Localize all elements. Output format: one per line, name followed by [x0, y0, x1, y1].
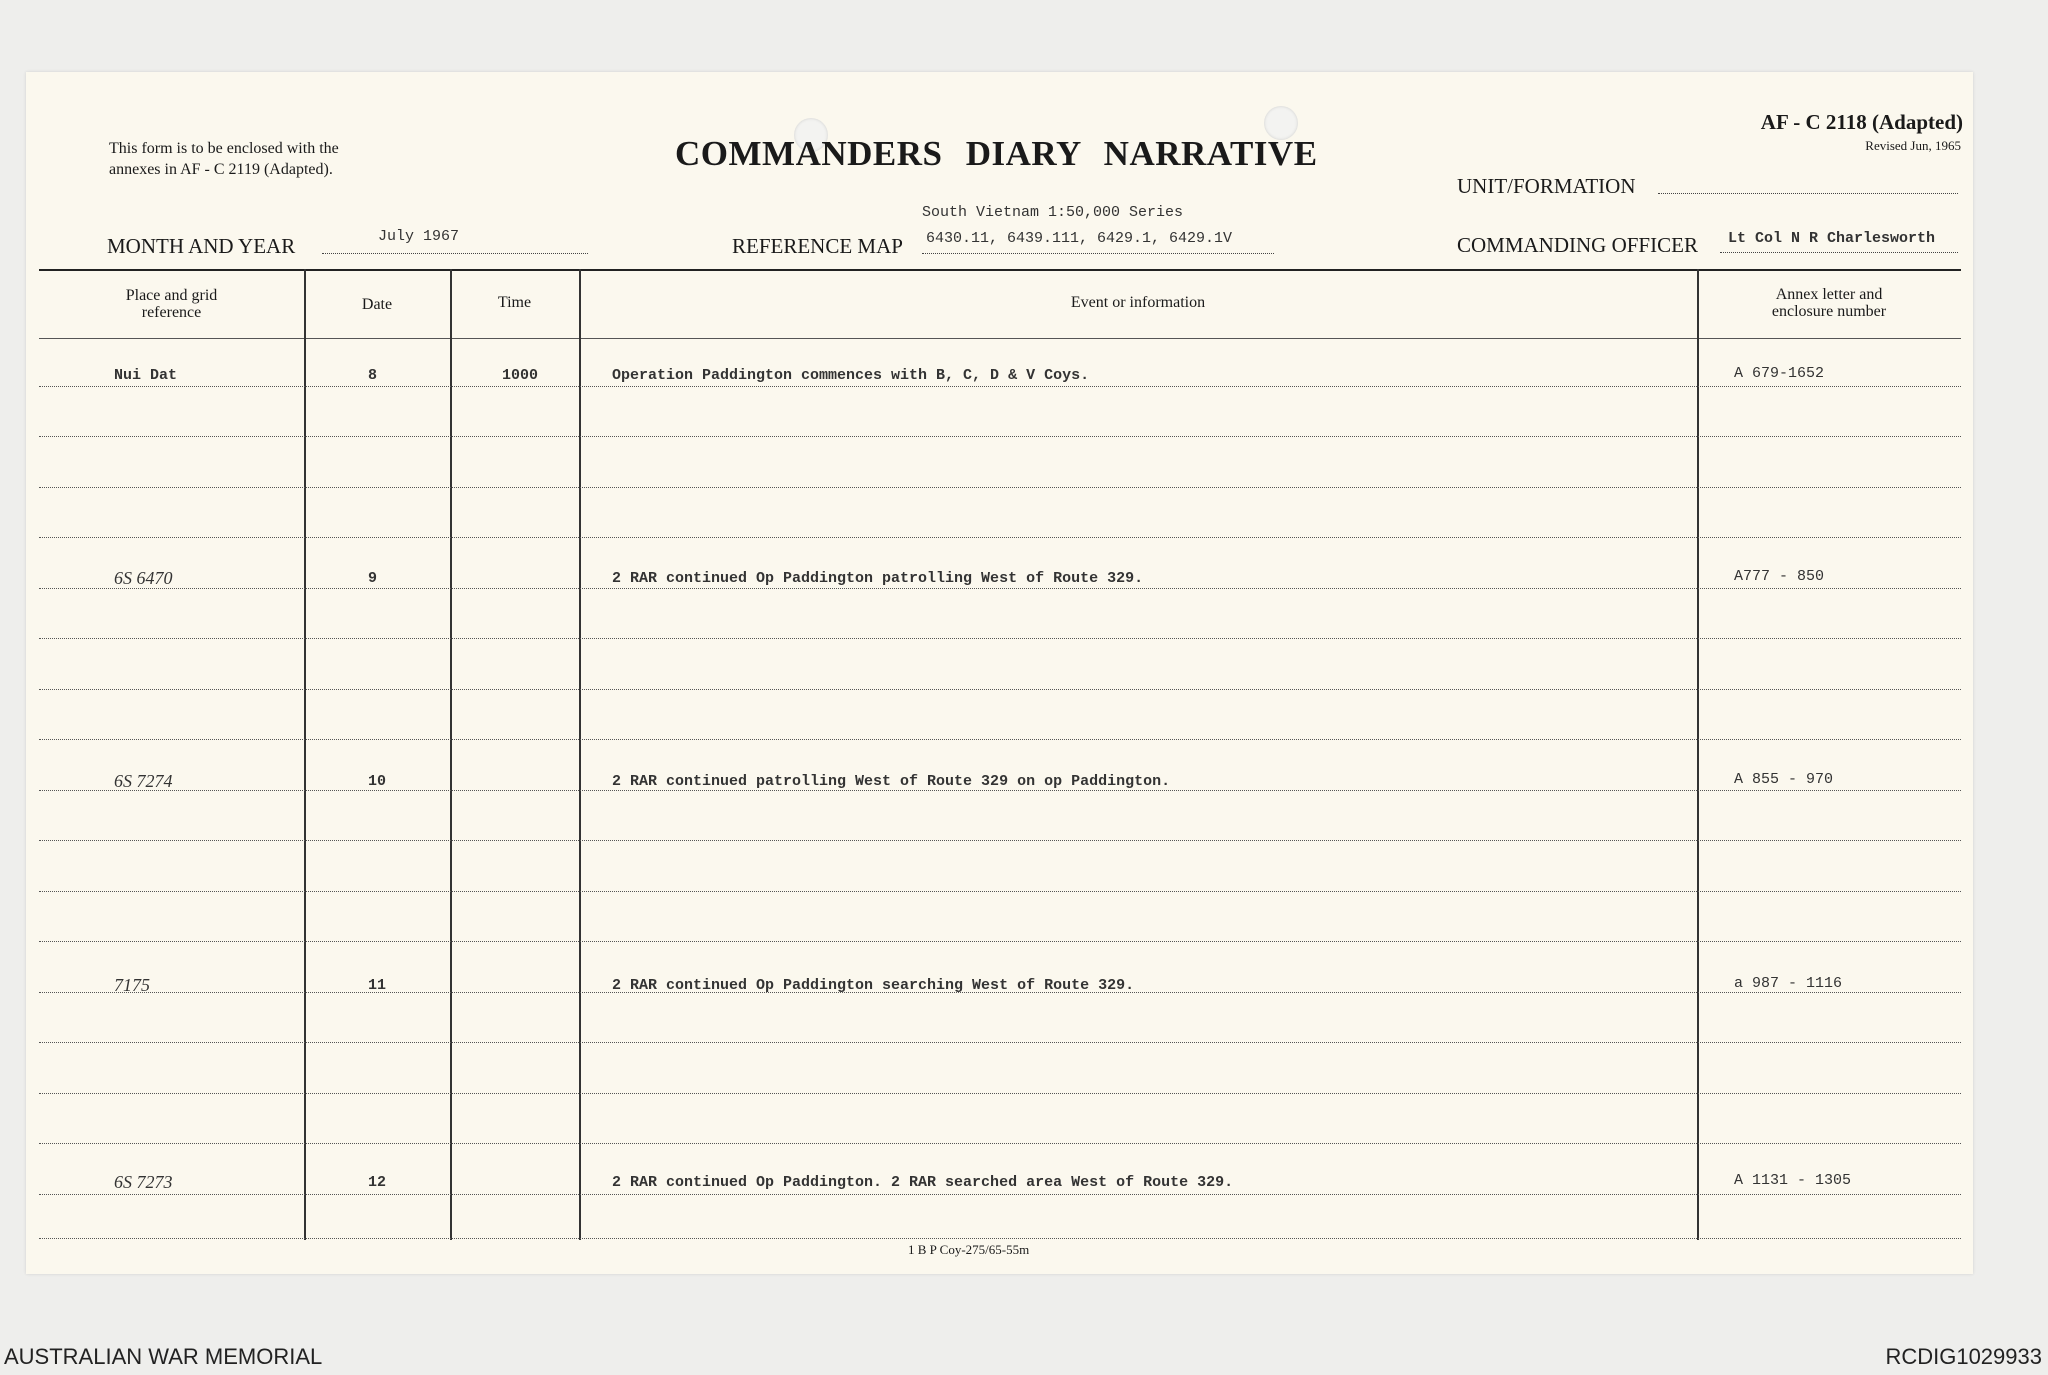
table-header-rule [39, 338, 1961, 339]
form-title: COMMANDERS DIARY NARRATIVE [675, 134, 1318, 173]
entry-event: 2 RAR continued patrolling West of Route 329 on op Paddington. [612, 773, 1171, 790]
form-revised: Revised Jun, 1965 [1865, 138, 1961, 153]
column-divider-place [304, 269, 306, 1240]
entry-place: 6S 6470 [114, 568, 173, 588]
commanding-officer-value: Lt Col N R Charlesworth [1728, 230, 1936, 247]
entry-annex: A 1131 - 1305 [1734, 1172, 1852, 1189]
month-year-field [322, 253, 588, 254]
watermark-left: AUSTRALIAN WAR MEMORIAL [4, 1344, 323, 1369]
column-header-annex [1697, 286, 1961, 320]
ruled-line [39, 941, 1961, 942]
entry-event: 2 RAR continued Op Paddington patrolling West of Route 329. [612, 570, 1144, 587]
entry-time: 1000 [502, 367, 539, 384]
column-header-place [39, 287, 304, 321]
form-note-line2: annexes in AF - C 2119 (Adapted). [109, 161, 333, 178]
entry-date: 11 [368, 977, 387, 994]
ruled-line [39, 790, 1961, 791]
ruled-line [39, 891, 1961, 892]
column-header-place-line1: Place and grid [125, 287, 218, 304]
column-divider-event [1697, 269, 1699, 1240]
table-top-rule [39, 269, 1961, 271]
unit-formation-label: UNIT/FORMATION [1457, 174, 1636, 198]
column-header-annex-line1: Annex letter and [1775, 286, 1883, 303]
map-series: South Vietnam 1:50,000 Series [922, 204, 1184, 221]
ruled-line [39, 638, 1961, 639]
entry-annex: A 679-1652 [1734, 365, 1825, 382]
entry-event: 2 RAR continued Op Paddington. 2 RAR searched area West of Route 329. [612, 1174, 1234, 1191]
unit-formation-field [1658, 193, 1958, 194]
reference-map-label: REFERENCE MAP [732, 234, 903, 258]
ruled-line [39, 588, 1961, 589]
ruled-line [39, 1093, 1961, 1094]
commanding-officer-field [1720, 252, 1958, 253]
printer-imprint: 1 B P Coy-275/65-55m [908, 1242, 1030, 1257]
ruled-line [39, 386, 1961, 387]
column-header-event: Event or information [1070, 294, 1206, 311]
entry-annex: a 987 - 1116 [1734, 975, 1843, 992]
diary-form-sheet [26, 72, 1973, 1274]
ruled-line [39, 1238, 1961, 1239]
entry-event: 2 RAR continued Op Paddington searching West of Route 329. [612, 977, 1135, 994]
form-note [109, 138, 339, 180]
column-header-date: Date [361, 296, 393, 313]
reference-map-value: 6430.11, 6439.111, 6429.1, 6429.1V [926, 230, 1233, 247]
commanding-officer-label: COMMANDING OFFICER [1457, 233, 1698, 257]
ruled-line [39, 537, 1961, 538]
ruled-line [39, 689, 1961, 690]
form-note-line1: This form is to be enclosed with the [109, 140, 339, 157]
month-year-label: MONTH AND YEAR [107, 234, 296, 258]
entry-place: Nui Dat [114, 367, 178, 384]
entry-date: 9 [368, 570, 378, 587]
ruled-line [39, 840, 1961, 841]
ruled-line [39, 1194, 1961, 1195]
entry-date: 12 [368, 1174, 387, 1191]
column-divider-time [579, 269, 581, 1240]
column-header-time: Time [497, 294, 532, 311]
entry-annex: A777 - 850 [1734, 568, 1825, 585]
form-code: AF - C 2118 (Adapted) [1760, 110, 1963, 134]
column-header-annex-line2: enclosure number [1771, 303, 1887, 320]
ruled-line [39, 487, 1961, 488]
entry-place: 6S 7273 [114, 1172, 173, 1192]
ruled-line [39, 1042, 1961, 1043]
watermark-right: RCDIG1029933 [1885, 1344, 2042, 1369]
entry-place: 6S 7274 [114, 771, 173, 791]
reference-map-field [922, 253, 1274, 254]
entry-annex: A 855 - 970 [1734, 771, 1834, 788]
entry-date: 8 [368, 367, 378, 384]
entry-date: 10 [368, 773, 387, 790]
ruled-line [39, 739, 1961, 740]
column-divider-date [450, 269, 452, 1240]
ruled-line [39, 436, 1961, 437]
entry-event: Operation Paddington commences with B, C, D & V Coys. [612, 367, 1090, 384]
ruled-line [39, 1143, 1961, 1144]
entry-place: 7175 [114, 975, 150, 995]
column-header-place-line2: reference [141, 304, 202, 321]
month-year-value: July 1967 [378, 228, 460, 245]
